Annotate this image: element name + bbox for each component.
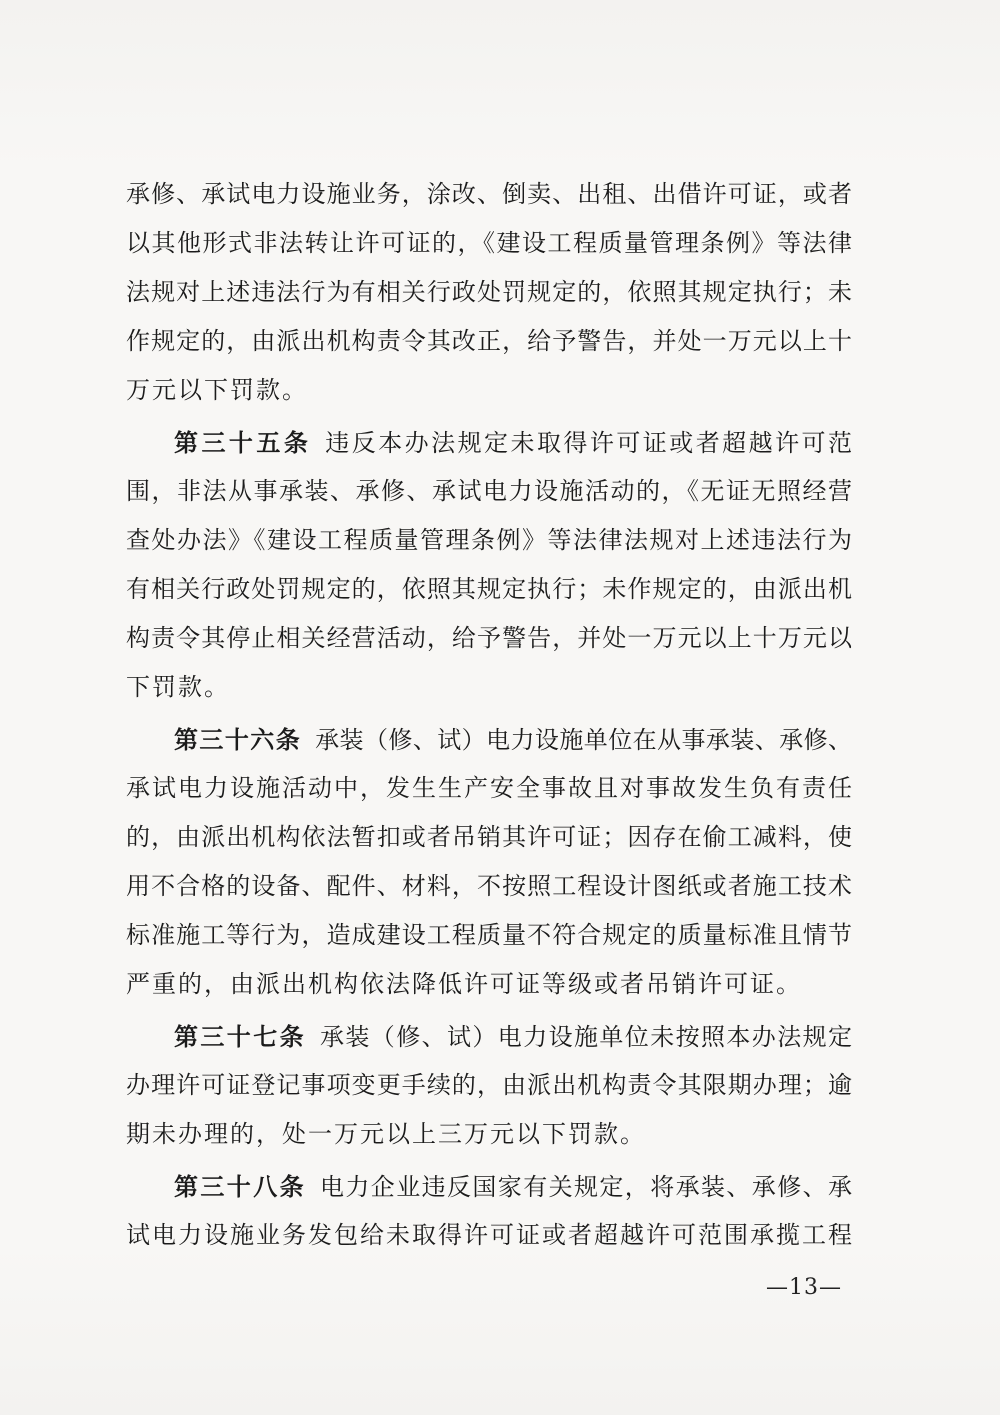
text-line: 查处办法》《建设工程质量管理条例》等法律法规对上述违法行为	[126, 526, 852, 554]
text-line: 的，由派出机构依法暂扣或者吊销其许可证；因存在偷工减料，使	[126, 823, 852, 851]
article-35	[126, 418, 852, 712]
text-line: 承装（修、试）电力设施单位在从事承装、承修、	[315, 726, 853, 754]
article-heading: 第三十六条	[174, 725, 302, 754]
text-line: 以其他形式非法转让许可证的，《建设工程质量管理条例》等法律	[126, 229, 852, 257]
text-line: 用不合格的设备、配件、材料，不按照工程设计图纸或者施工技术	[126, 872, 852, 900]
text-line: 承修、承试电力设施业务，涂改、倒卖、出租、出借许可证，或者	[126, 180, 852, 208]
text-line: 万元以下罚款。	[126, 376, 308, 404]
article-38	[126, 1162, 852, 1260]
text-line: 构责令其停止相关经营活动，给予警告，并处一万元以上十万元以	[126, 624, 852, 652]
text-line: 有相关行政处罚规定的，依照其规定执行；未作规定的，由派出机	[126, 575, 852, 603]
text-line: 试电力设施业务发包给未取得许可证或者超越许可范围承揽工程	[126, 1221, 852, 1249]
page-number: —13—	[766, 1275, 842, 1300]
text-line: 期未办理的，处一万元以上三万元以下罚款。	[126, 1120, 646, 1148]
article-heading: 第三十七条	[174, 1022, 306, 1051]
continuation-paragraph	[126, 170, 852, 415]
text-line: 法规对上述违法行为有相关行政处罚规定的，依照其规定执行；未	[126, 278, 852, 306]
text-line: 严重的，由派出机构依法降低许可证等级或者吊销许可证。	[126, 970, 802, 998]
text-line: 办理许可证登记事项变更手续的，由派出机构责令其限期办理；逾	[126, 1071, 852, 1099]
text-line: 下罚款。	[126, 673, 230, 701]
body-text	[126, 170, 852, 1260]
article-37	[126, 1012, 852, 1159]
text-line: 承装（修、试）电力设施单位未按照本办法规定	[320, 1023, 852, 1051]
text-line: 作规定的，由派出机构责令其改正，给予警告，并处一万元以上十	[126, 327, 852, 355]
text-line: 电力企业违反国家有关规定，将承装、承修、承	[320, 1173, 852, 1201]
text-line: 标准施工等行为，造成建设工程质量不符合规定的质量标准且情节	[126, 921, 852, 949]
text-line: 违反本办法规定未取得许可证或者超越许可范	[325, 429, 853, 457]
article-36	[126, 715, 852, 1009]
text-line: 围，非法从事承装、承修、承试电力设施活动的，《无证无照经营	[126, 477, 852, 505]
text-line: 承试电力设施活动中，发生生产安全事故且对事故发生负有责任	[126, 774, 852, 802]
article-heading: 第三十五条	[174, 428, 312, 457]
article-heading: 第三十八条	[174, 1172, 306, 1201]
